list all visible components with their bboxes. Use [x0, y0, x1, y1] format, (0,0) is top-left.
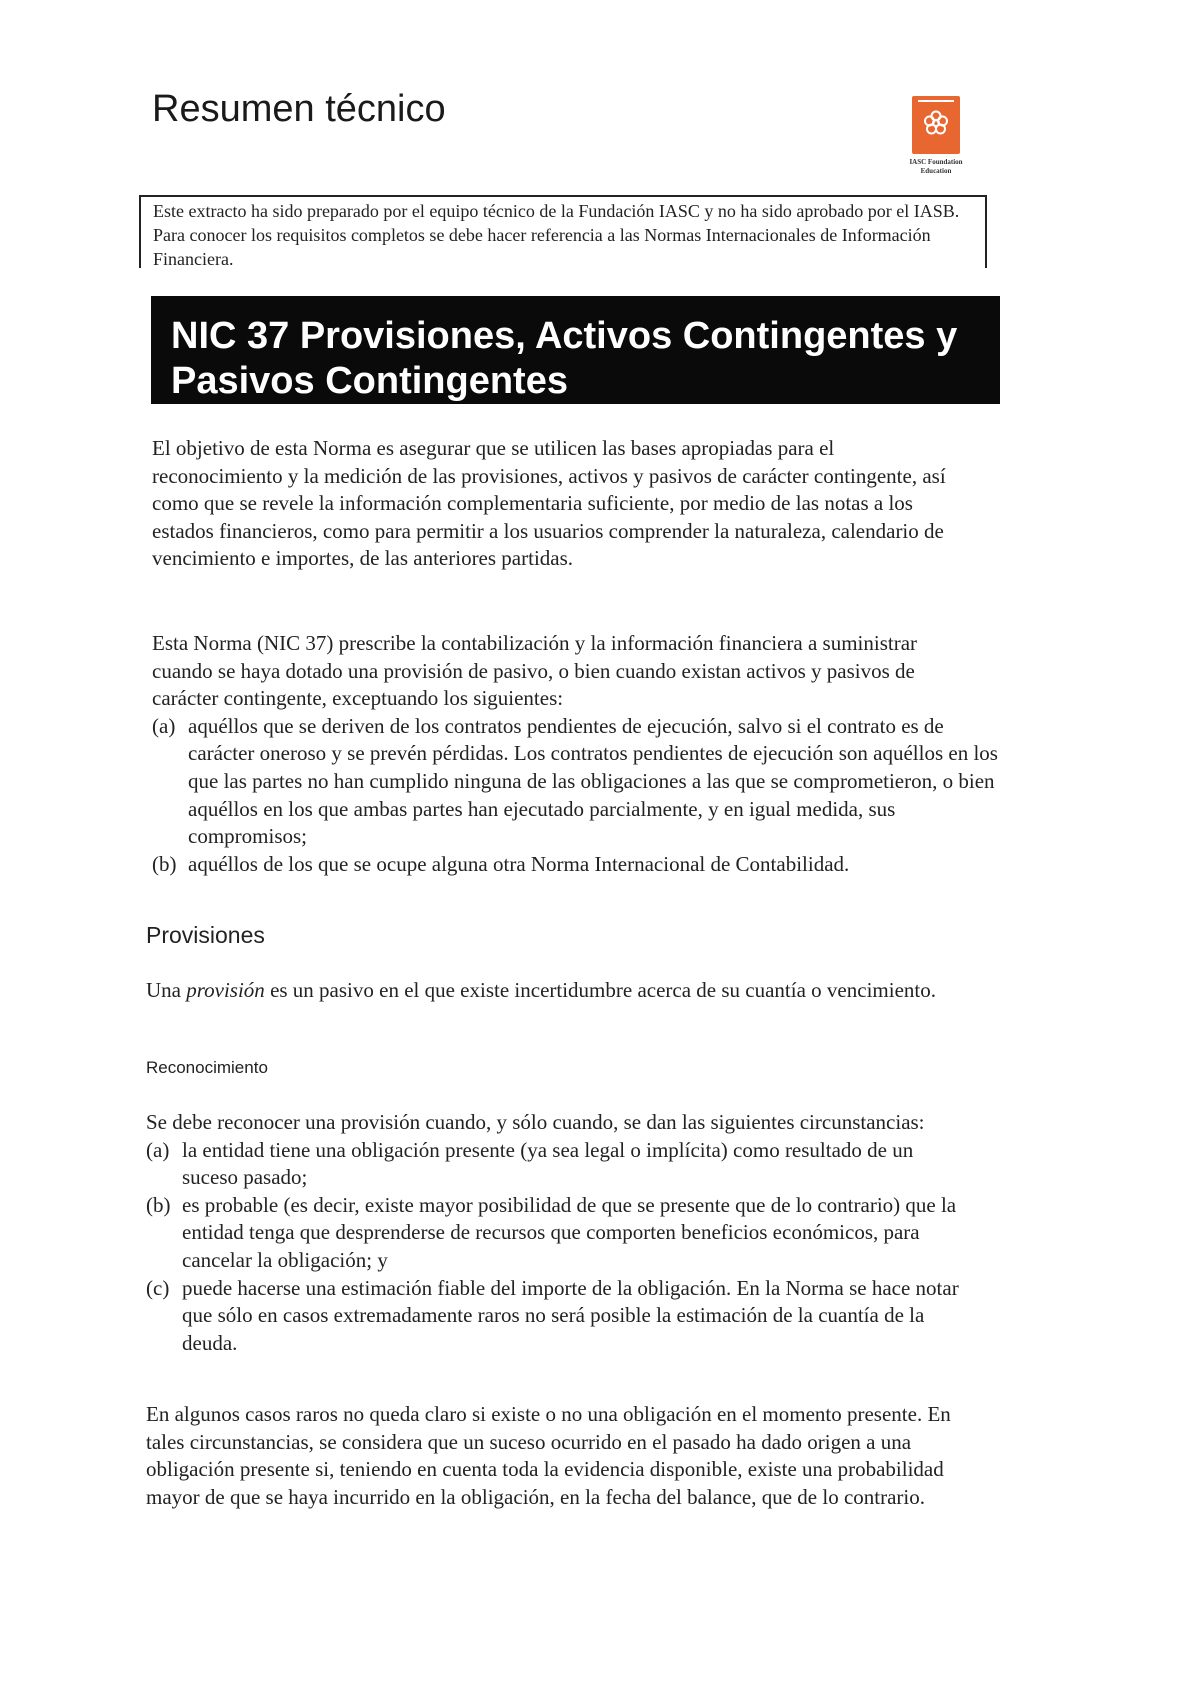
list-item-label: (a) [146, 1137, 170, 1162]
provisions-heading: Provisiones [146, 922, 265, 948]
page-header-title: Resumen técnico [152, 88, 446, 130]
list-item-label: (a) [152, 713, 176, 738]
provision-definition [146, 977, 946, 1005]
list-item [146, 1275, 966, 1358]
definition-term: provisión [186, 978, 265, 1002]
definition-prefix: Una [146, 978, 187, 1002]
list-item-label: (c) [146, 1275, 170, 1300]
logo-text-line2: Education [920, 167, 952, 175]
disclaimer-box: Este extracto ha sido preparado por el equipo técnico de la Fundación IASC y no ha sido aprobado por el IASB. Para conocer los requisitos completos se debe hacer referencia a las Normas Internacionales de Información Financiera. [139, 195, 987, 268]
standard-title-line1: NIC 37 Provisiones, Activos Contingentes y [171, 315, 958, 357]
list-item-label: (b) [152, 851, 177, 876]
flower-icon [921, 108, 951, 138]
logo-text-line1: IASC Foundation [909, 158, 963, 166]
recognition-criteria-list [146, 1137, 966, 1358]
iasc-logo [890, 96, 982, 176]
standard-title [171, 314, 980, 404]
iasc-logo-icon [912, 96, 960, 154]
list-item [146, 1137, 966, 1192]
list-item-text: la entidad tiene una obligación presente (ya sea legal o implícita) como resultado de un suceso pasado; [182, 1137, 914, 1190]
standard-title-banner [151, 296, 1000, 404]
recognition-heading: Reconocimiento [146, 1058, 268, 1077]
list-item [152, 851, 1002, 879]
list-item-text: es probable (es decir, existe mayor posibilidad de que se presente que de lo contrario) que la entidad tenga que desprenderse de recursos que comporten beneficios económicos, para cancelar la obligación; y [182, 1192, 957, 1272]
recognition-section [146, 1109, 966, 1357]
definition-suffix: es un pasivo en el que existe incertidumbre acerca de su cuantía o vencimiento. [264, 978, 936, 1002]
list-item [146, 1192, 966, 1275]
list-item [152, 713, 1002, 851]
list-item-text: aquéllos de los que se ocupe alguna otra Norma Internacional de Contabilidad. [188, 851, 850, 876]
logo-caption [890, 158, 982, 176]
standard-title-line2: Pasivos Contingentes [171, 360, 568, 402]
recognition-intro: Se debe reconocer una provisión cuando, y sólo cuando, se dan las siguientes circunstancias: [146, 1110, 925, 1134]
list-item-text: puede hacerse una estimación fiable del importe de la obligación. En la Norma se hace notar que sólo en casos extremadamente raros no será posible la estimación de la cuantía de la deuda. [182, 1275, 959, 1355]
recognition-closing-paragraph: En algunos casos raros no queda claro si existe o no una obligación en el momento presente. En tales circunstancias, se considera que un suceso ocurrido en el pasado ha dado origen a una obligación presente si, teniendo en cuenta toda la evidencia disponible, existe una probabilidad mayor de que se haya incurrido en la obligación, en la fecha del balance, que de lo contrario. [146, 1402, 951, 1509]
list-item-text: aquéllos que se deriven de los contratos pendientes de ejecución, salvo si el contrato es de carácter oneroso y se prevén pérdidas. Los contratos pendientes de ejecución son aquéllos en los que las partes no han cumplido ninguna de las obligaciones a las que se comprometieron, o bien aquéllos en los que ambas partes han ejecutado parcialmente, y en igual medida, sus compromisos; [188, 713, 998, 849]
scope-section [152, 630, 1002, 878]
scope-intro: Esta Norma (NIC 37) prescribe la contabilización y la información financiera a suministrar cuando se haya dotado una provisión de pasivo, o bien cuando existan activos y pasivos de carácter contingente, exceptuando los siguientes: [152, 631, 918, 711]
list-item-label: (b) [146, 1192, 171, 1217]
scope-exceptions-list [152, 713, 1002, 879]
objective-paragraph: El objetivo de esta Norma es asegurar que se utilicen las bases apropiadas para el reconocimiento y la medición de las provisiones, activos y pasivos de carácter contingente, así como que se revele la información complementaria suficiente, por medio de las notas a los estados financieros, como para permitir a los usuarios comprender la naturaleza, calendario de vencimiento e importes, de las anteriores partidas. [152, 436, 946, 571]
